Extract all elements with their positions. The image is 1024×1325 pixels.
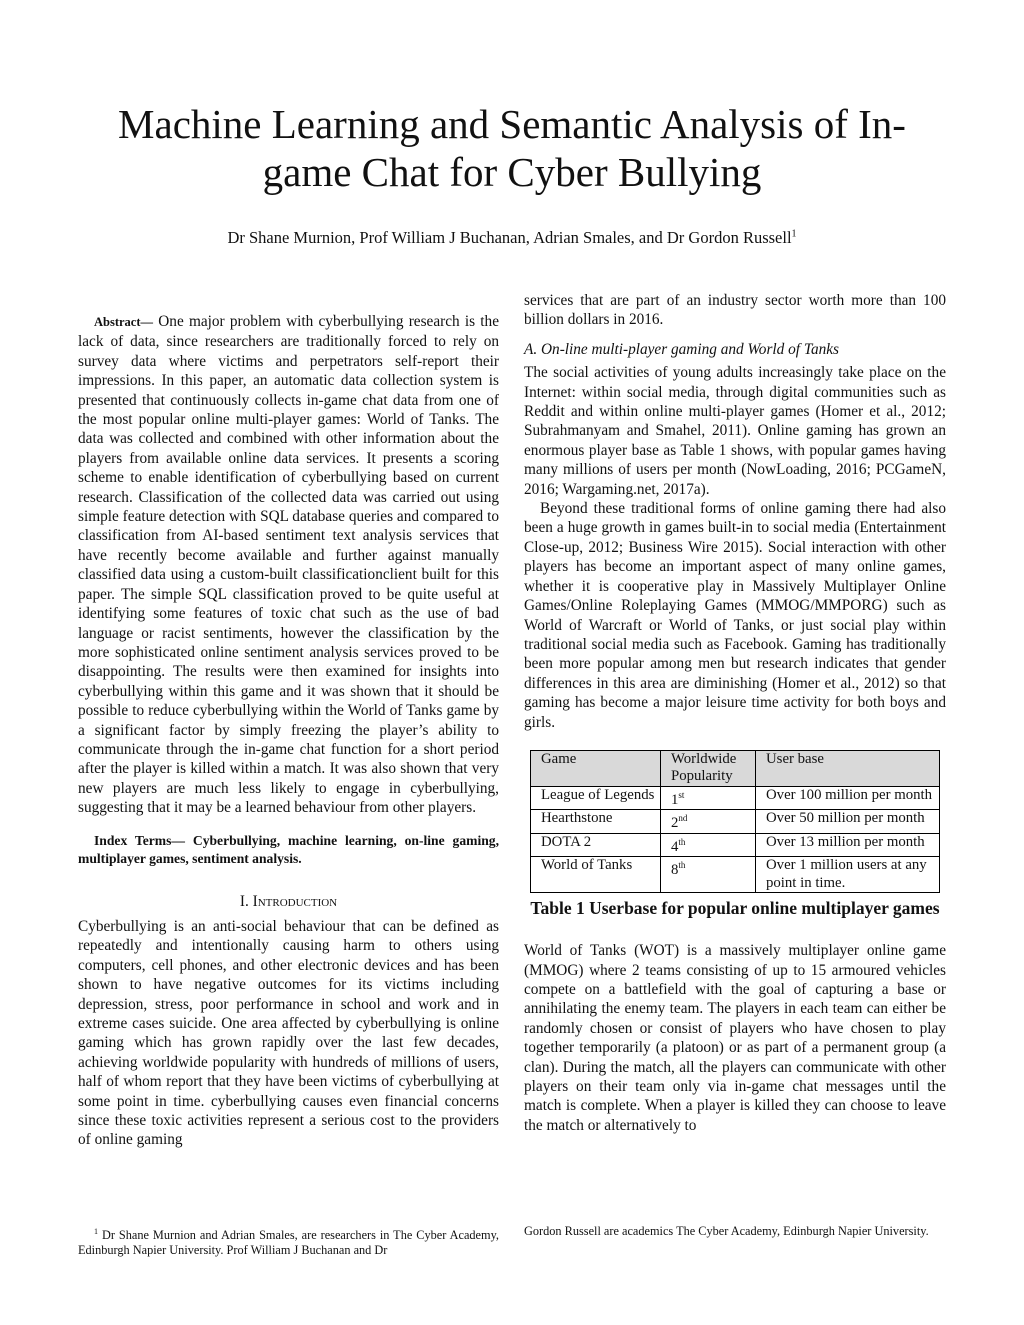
table-cell-users: Over 100 million per month (756, 786, 940, 809)
table-cell-game: World of Tanks (531, 857, 661, 893)
table-cell-rank (661, 810, 756, 833)
rank-suffix: th (678, 860, 686, 871)
section-number: I. (239, 892, 249, 910)
table-header-cell: Worldwide Popularity (661, 750, 756, 786)
table-cell-users: Over 1 million users at any point in time. (756, 857, 940, 893)
footnote-left (78, 1224, 499, 1258)
social-paragraph: The social activities of young adults increasingly take place on the Internet: within social media, through digital communities such as Reddit and within online multi-player games (Homer et al., 2012; Subrahmanyam and Smahel, 2011). Online gaming has grown an enormous player base as Table 1 shows, with popular games having many millions of users per month (NowLoading, 2016; PCGameN, 2016; Wargaming.net, 2017a). (524, 364, 946, 498)
userbase-table (530, 750, 940, 893)
section-heading-introduction (78, 892, 499, 911)
table-cell-game: League of Legends (531, 786, 661, 809)
rank-number: 2 (671, 815, 679, 832)
table-row (531, 833, 940, 856)
rank-suffix: th (678, 836, 686, 847)
rank-suffix: st (678, 789, 685, 800)
footnote-right: Gordon Russell are academics The Cyber Academy, Edinburgh Napier University. (524, 1224, 929, 1239)
table-cell-users: Over 50 million per month (756, 810, 940, 833)
authors-footnote-mark: 1 (791, 228, 797, 240)
table-header-row (531, 750, 940, 786)
table-cell-game: Hearthstone (531, 810, 661, 833)
abstract (78, 312, 499, 818)
table-row (531, 857, 940, 893)
subsection-heading: A. On-line multi-player gaming and World of Tanks (524, 340, 839, 358)
rank-number: 1 (671, 791, 679, 808)
table-cell-rank (661, 857, 756, 893)
table-row (531, 810, 940, 833)
table-header-cell: User base (756, 750, 940, 786)
section-title: Introduction (252, 892, 338, 910)
right-column (524, 291, 946, 1135)
rank-suffix: nd (678, 813, 688, 824)
authors-text: Dr Shane Murnion, Prof William J Buchanan, Adrian Smales, and Dr Gordon Russell (227, 228, 792, 247)
paper-title: Machine Learning and Semantic Analysis of In-game Chat for Cyber Bullying (118, 101, 906, 195)
abstract-text: One major problem with cyberbullying research is the lack of data, since researchers are traditionally forced to rely on survey data where victims and perpetrators self-report their impressions. In this paper, an automatic data collection system is presented that continuously collects in-game chat data from one of the most popular online multi-player games: World of Tanks. The data was collected and combined with other information about the players from available online data services. It presents a scoring scheme to enable identification of cyberbullying based on current research. Classification of the collected data was carried out using simple feature detection with SQL database queries and compared to classification from AI-based sentiment text analysis services that have recently become available and further against manually classified data using a custom-built classificationclient built for this paper. The simple SQL classification proved to be quite useful at identifying some features of toxic chat such as the use of bad language or racist sentiments, however the classification by the more sophisticated online sentiment analysis services proved to be disappointing. The results were then examined for insights into cyberbullying within this game and it was shown that it should be possible to reduce cyberbullying within the World of Tanks game by a significant factor by simply freezing the player’s ability to communicate through the in-game chat function for a short period after the player is killed within a match. It was also shown that very new players are much less likely to engage in cyberbullying, suggesting that it may be a learned behaviour from other players. (78, 313, 499, 817)
table-header-cell: Game (531, 750, 661, 786)
abstract-label: Abstract— (94, 315, 154, 329)
beyond-paragraph: Beyond these traditional forms of online gaming there had also been a huge growth in games built-in to social media (Entertainment Close-up, 2012; Business Wire 2015). Social interaction with other players has become an important aspect of many online games, whether it is cooperative play in Massively Multiplayer Online Games/Online Roleplaying Games (MMOG/MMPORG) such as World of Warcraft or World of Tanks, or just social play within traditional social media such as Facebook. Gaming has traditionally been more popular among men but research indicates that gender differences in this area are diminishing (Homer et al., 2012) so that gaming has become a major leisure time activity for both boys and girls. (524, 500, 946, 731)
intro-paragraph: Cyberbullying is an anti-social behaviour that can be defined as repeatedly and intentionally causing harm to others using computers, cell phones, and other electronic devices and has been shown to have negative outcomes for its victims including depression, stress, poor performance in school and work and in extreme cases suicide. One area affected by cyberbullying is online gaming which has grown rapidly over the last few decades, achieving worldwide popularity with hundreds of millions of users, half of whom report that they have been victims of cyberbullying at some point in time. cyberbullying causes even financial concerns since these toxic activities represent a serious cost to the providers of online gaming (78, 917, 499, 1149)
table-cell-rank (661, 833, 756, 856)
table-row (531, 786, 940, 809)
table-cell-rank (661, 786, 756, 809)
footnote-mark: 1 (94, 1227, 98, 1237)
table-cell-game: DOTA 2 (531, 833, 661, 856)
rank-number: 4 (671, 838, 679, 855)
table-cell-users: Over 13 million per month (756, 833, 940, 856)
wot-paragraph: World of Tanks (WOT) is a massively multiplayer online game (MMOG) where 2 teams consisting of up to 15 armoured vehicles compete on a battlefield with the goal of capturing a base or annihilating the enemy team. The players in each team can either be randomly chosen or consist of players who have chosen to play together temporarily (a platoon) or as part of a permanent group (a clan). During the match, all the players can communicate with other players on their team only via in-game chat messages until the match is complete. When a player is killed they can choose to leave the match or alternatively to (524, 942, 946, 1134)
footnote-left-text: Dr Shane Murnion and Adrian Smales, are researchers in The Cyber Academy, Edinburgh Napier University. Prof William J Buchanan and Dr (78, 1228, 499, 1258)
rank-number: 8 (671, 862, 679, 879)
author-list (80, 228, 944, 248)
index-terms: Index Terms— Cyberbullying, machine learning, on-line gaming, multiplayer games, sentiment analysis. (78, 832, 499, 866)
table-caption: Table 1 Userbase for popular online multiplayer games (530, 898, 940, 919)
left-column (78, 312, 499, 1150)
continuation-paragraph: services that are part of an industry sector worth more than 100 billion dollars in 2016. (524, 292, 946, 329)
